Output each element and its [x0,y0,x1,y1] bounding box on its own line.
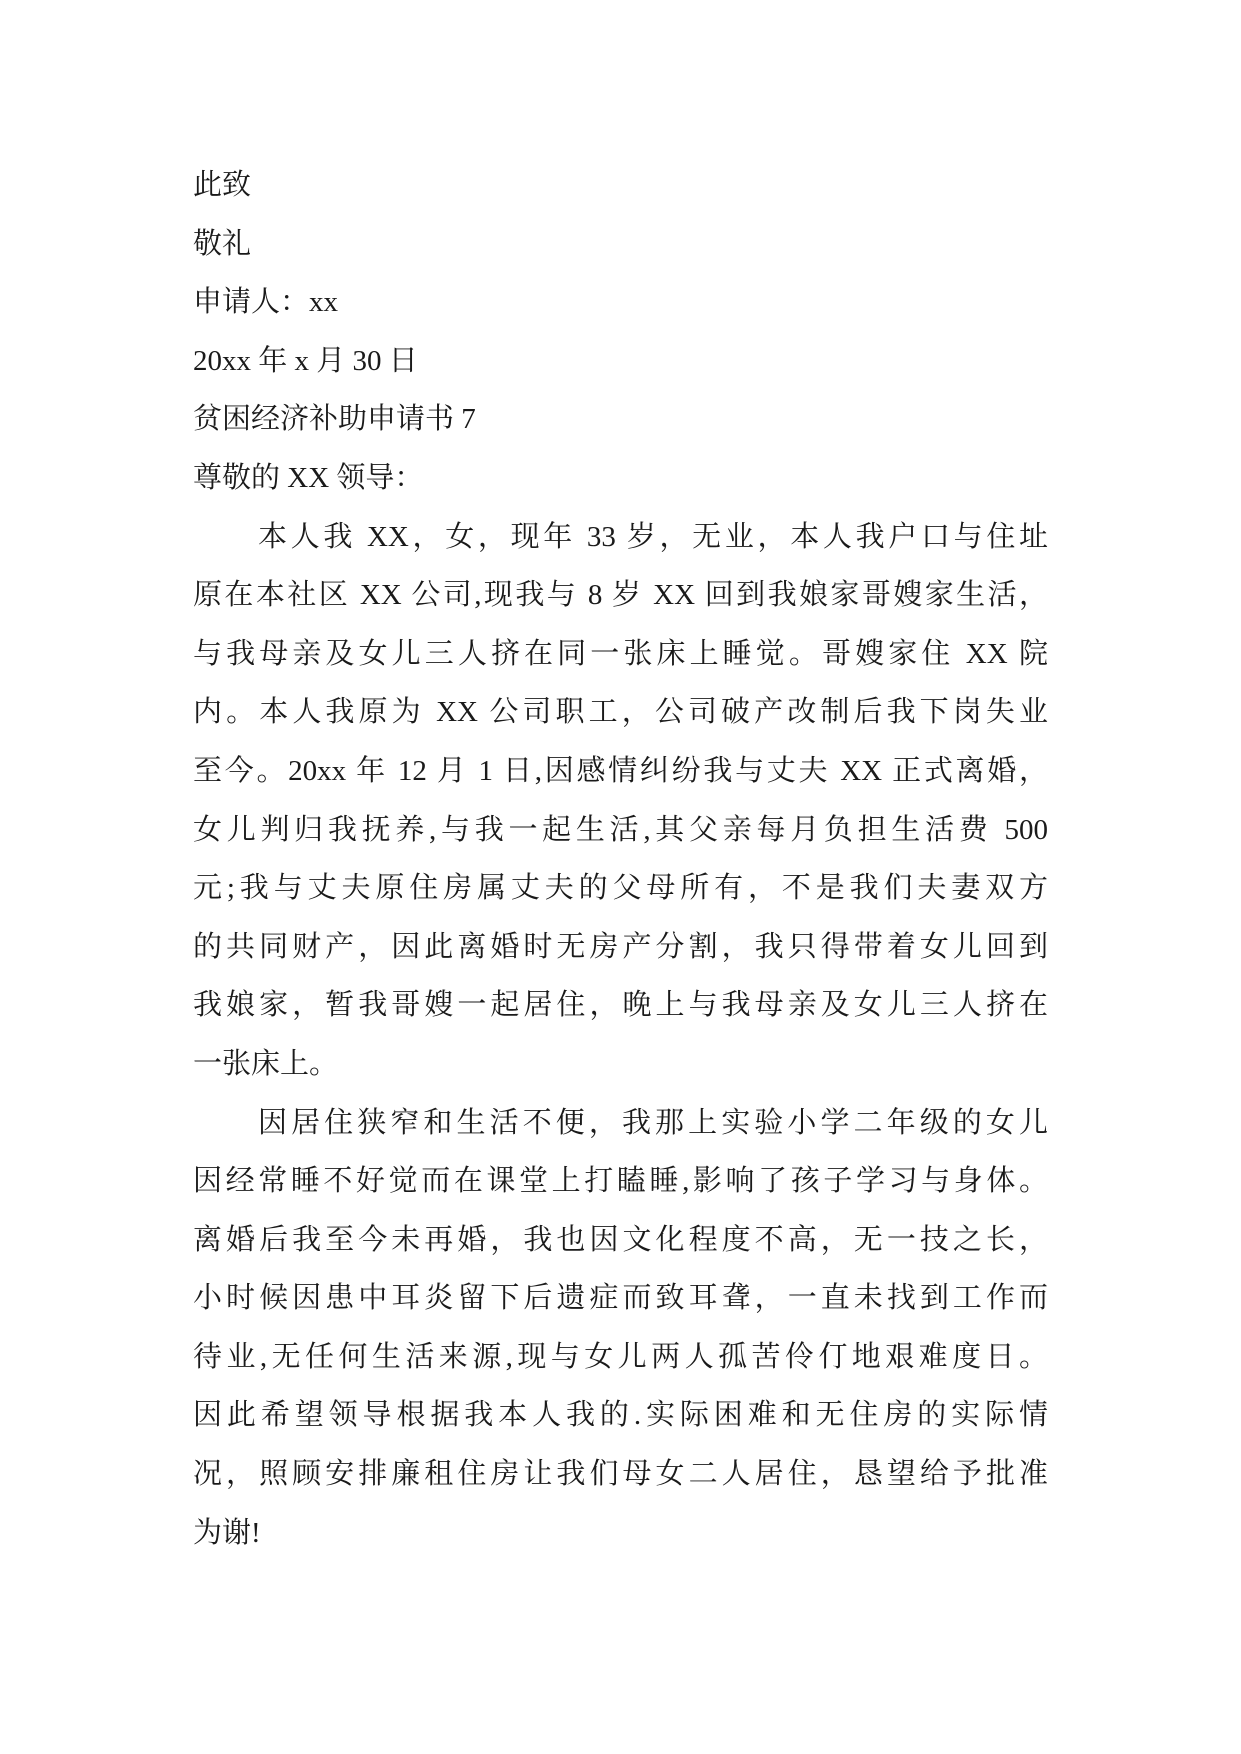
paragraph-line: 小时候因患中耳炎留下后遗症而致耳聋，一直未找到工作而 [193,1282,1048,1315]
document-body [193,156,1048,1562]
paragraph-line: 为谢! [193,1516,261,1549]
paragraph-line: 况，照顾安排廉租住房让我们母女二人居住，恳望给予批准 [193,1458,1048,1491]
paragraph-line: 与我母亲及女儿三人挤在同一张床上睡觉。哥嫂家住 XX 院 [193,637,1048,670]
letter-title: 贫困经济补助申请书 7 [193,403,476,436]
paragraph-line: 元;我与丈夫原住房属丈夫的父母所有，不是我们夫妻双方 [193,872,1048,905]
paragraph-line: 离婚后我至今未再婚，我也因文化程度不高，无一技之长， [193,1223,1048,1256]
paragraph-line: 我娘家，暂我哥嫂一起居住，晚上与我母亲及女儿三人挤在 [193,989,1048,1022]
letter-salutation: 尊敬的 XX 领导： [193,461,424,494]
applicant-signature: 申请人：xx [193,286,339,319]
paragraph-line: 至今。20xx 年 12 月 1 日,因感情纠纷我与丈夫 XX 正式离婚， [193,754,1048,787]
signature-date: 20xx 年 x 月 30 日 [193,344,418,377]
paragraph-line: 原在本社区 XX 公司,现我与 8 岁 XX 回到我娘家哥嫂家生活， [193,579,1048,612]
closing-line: 此致 [193,169,252,201]
paragraph-line: 内。本人我原为 XX 公司职工，公司破产改制后我下岗失业 [193,696,1048,729]
paragraph-line: 女儿判归我抚养,与我一起生活,其父亲每月负担生活费 500 [193,813,1048,846]
paragraph-line: 的共同财产，因此离婚时无房产分割，我只得带着女儿回到 [193,930,1048,963]
paragraph-line: 因此希望领导根据我本人我的.实际困难和无住房的实际情 [193,1399,1048,1432]
paragraph-line: 因居住狭窄和生活不便，我那上实验小学二年级的女儿 [258,1106,1048,1139]
paragraph-2 [193,1094,1048,1563]
paragraph-line: 因经常睡不好觉而在课堂上打瞌睡,影响了孩子学习与身体。 [193,1165,1048,1198]
closing-respect-line: 敬礼 [193,227,252,260]
paragraph-line: 待业,无任何生活来源,现与女儿两人孤苦伶仃地艰难度日。 [193,1340,1048,1373]
paragraph-1 [193,508,1048,1094]
paragraph-line: 一张床上。 [193,1047,339,1080]
paragraph-line: 本人我 XX，女，现年 33 岁，无业，本人我户口与住址 [258,520,1048,553]
